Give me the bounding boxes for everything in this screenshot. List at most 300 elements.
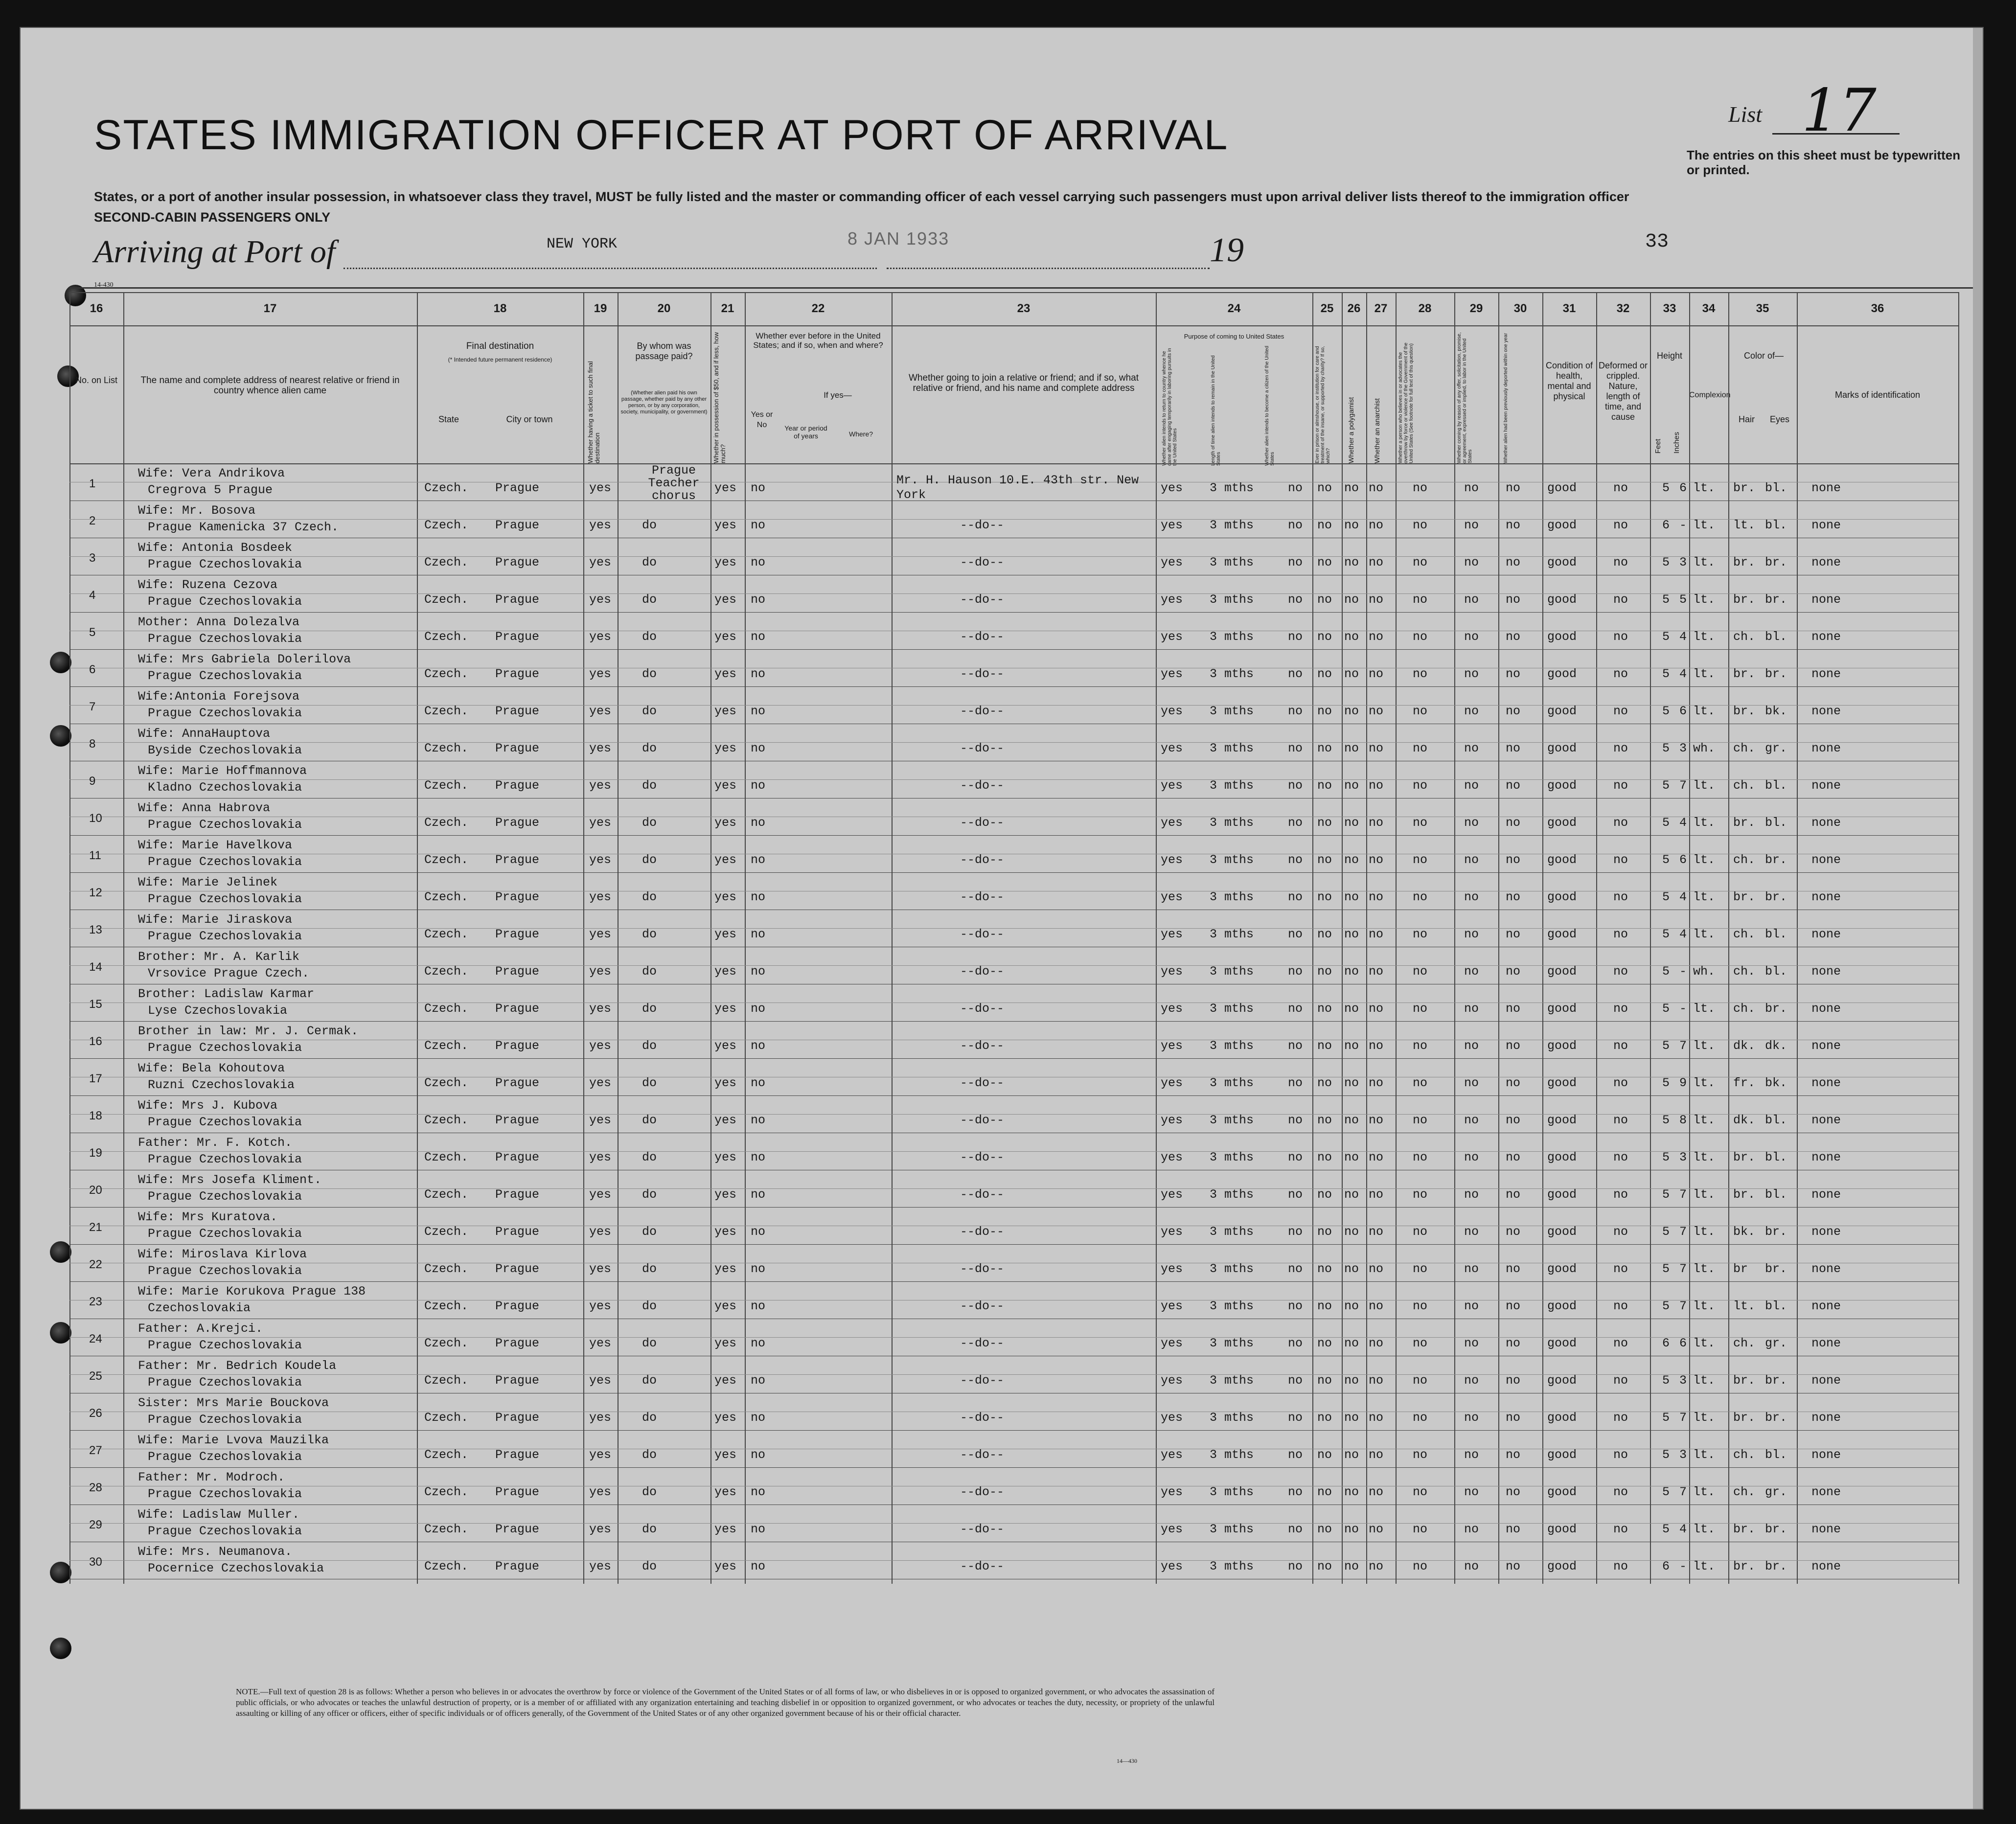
hair-color: bk. (1733, 1225, 1756, 1239)
question-29-value: no (1464, 1373, 1479, 1388)
before-us-value: no (751, 741, 766, 755)
prison-value: no (1317, 1411, 1332, 1425)
relative-address: Prague Czechoslovakia (148, 855, 302, 869)
header-city: City or town (506, 414, 553, 424)
hair-color: br. (1733, 1187, 1756, 1202)
health-value: good (1547, 1262, 1577, 1276)
table-row (69, 1133, 1958, 1171)
question-30-value: no (1506, 1411, 1521, 1425)
passage-paid-by: do (642, 1373, 657, 1388)
destination-city: Prague (495, 1299, 540, 1313)
relative-address: Prague Czechoslovakia (148, 1450, 302, 1464)
health-value: good (1547, 1448, 1577, 1462)
height-inches: - (1679, 1002, 1687, 1016)
health-value: good (1547, 816, 1577, 830)
question-28-value: no (1413, 1262, 1428, 1276)
anarchist-value: no (1369, 1002, 1384, 1016)
row-number: 9 (89, 775, 96, 788)
eye-color: br. (1765, 1225, 1787, 1239)
polygamist-value: no (1344, 1299, 1359, 1313)
relative-name: Brother in law: Mr. J. Cermak. (138, 1024, 359, 1038)
list-underline (1772, 133, 1900, 135)
anarchist-value: no (1369, 1448, 1384, 1462)
question-30-value: no (1506, 1373, 1521, 1388)
before-us-value: no (751, 704, 766, 718)
row-number: 11 (89, 849, 101, 862)
question-28-value: no (1413, 1336, 1428, 1350)
column-number: 19 (594, 302, 607, 315)
destination-state: Czech. (424, 778, 469, 793)
possession-value: yes (714, 964, 737, 979)
question-30-value: no (1506, 741, 1521, 755)
marks-value: none (1811, 1336, 1841, 1350)
destination-state: Czech. (424, 1485, 469, 1499)
joining-relative: --do-- (960, 1336, 1005, 1350)
before-us-value: no (751, 667, 766, 681)
length-of-stay: 3 mths (1210, 1002, 1254, 1016)
relative-name: Wife: Ruzena Cezova (138, 578, 278, 592)
ticket-value: yes (589, 1299, 612, 1313)
destination-state: Czech. (424, 890, 469, 904)
complexion-value: lt. (1693, 1262, 1716, 1276)
before-us-value: no (751, 518, 766, 532)
marks-value: none (1811, 1113, 1841, 1127)
citizen-intent: no (1288, 704, 1303, 718)
relative-name: Wife:Antonia Forejsova (138, 689, 300, 704)
relative-address: Prague Czechoslovakia (148, 1375, 302, 1390)
header-complexion: Complexion (1689, 391, 1731, 399)
citizen-intent: no (1288, 816, 1303, 830)
anarchist-value: no (1369, 1150, 1384, 1164)
polygamist-value: no (1344, 1373, 1359, 1388)
anarchist-value: no (1369, 1559, 1384, 1573)
header-passage-note: (Whether alien paid his own passage, whether paid by any other person, or by any corporation, society, municipality, or government) (620, 390, 708, 415)
header-inches: Inches (1672, 432, 1681, 454)
eye-color: bl. (1765, 1299, 1787, 1313)
destination-city: Prague (495, 1262, 540, 1276)
eye-color: gr. (1765, 741, 1787, 755)
destination-city: Prague (495, 741, 540, 755)
relative-name: Wife: Mrs. Neumanova. (138, 1545, 293, 1559)
possession-value: yes (714, 1559, 737, 1573)
destination-state: Czech. (424, 593, 469, 607)
before-us-value: no (751, 1336, 766, 1350)
relative-name: Wife: Marie Lvova Mauzilka (138, 1433, 329, 1447)
relative-address: Lyse Czechoslovakia (148, 1003, 288, 1018)
relative-name: Wife: Antonia Bosdeek (138, 541, 293, 555)
height-feet: 5 (1662, 593, 1670, 607)
destination-state: Czech. (424, 1299, 469, 1313)
column-number: 16 (90, 302, 103, 315)
return-intent: yes (1161, 927, 1183, 941)
return-intent: yes (1161, 593, 1183, 607)
anarchist-value: no (1369, 1113, 1384, 1127)
question-29-value: no (1464, 1522, 1479, 1536)
header-hair: Hair (1738, 414, 1755, 424)
anarchist-value: no (1369, 853, 1384, 867)
header-health: Condition of health, mental and physical (1545, 361, 1593, 401)
prison-value: no (1317, 1039, 1332, 1053)
relative-name: Wife: Mrs Josefa Kliment. (138, 1173, 322, 1187)
ticket-value: yes (589, 1485, 612, 1499)
passage-paid-by: do (642, 890, 657, 904)
date-fill-line (887, 268, 1210, 269)
hair-color: dk. (1733, 1039, 1756, 1053)
column-number: 27 (1374, 302, 1388, 315)
height-feet: 5 (1662, 1448, 1670, 1462)
row-number: 2 (89, 514, 96, 527)
relative-name: Wife: Vera Andrikova (138, 466, 285, 480)
height-inches: 7 (1679, 1187, 1687, 1202)
return-intent: yes (1161, 555, 1183, 570)
eye-color: bl. (1765, 1448, 1787, 1462)
joining-relative: --do-- (960, 1187, 1005, 1202)
ticket-value: yes (589, 964, 612, 979)
marks-value: none (1811, 816, 1841, 830)
header-possession: Whether in possession of $50, and if less, how much? (712, 332, 727, 463)
relative-name: Wife: Marie Hoffmannova (138, 764, 307, 778)
before-us-value: no (751, 1262, 766, 1276)
destination-city: Prague (495, 1113, 540, 1127)
height-feet: 5 (1662, 481, 1670, 495)
question-29-value: no (1464, 1485, 1479, 1499)
deformed-value: no (1613, 667, 1628, 681)
question-29-value: no (1464, 816, 1479, 830)
length-of-stay: 3 mths (1210, 890, 1254, 904)
question-30-value: no (1506, 667, 1521, 681)
table-row (69, 1170, 1958, 1208)
hair-color: ch. (1733, 778, 1756, 793)
polygamist-value: no (1344, 518, 1359, 532)
return-intent: yes (1161, 1411, 1183, 1425)
marks-value: none (1811, 1299, 1841, 1313)
complexion-value: lt. (1693, 1113, 1716, 1127)
destination-state: Czech. (424, 964, 469, 979)
health-value: good (1547, 1485, 1577, 1499)
row-number: 10 (89, 812, 102, 825)
question-30-value: no (1506, 630, 1521, 644)
complexion-value: lt. (1693, 778, 1716, 793)
complexion-value: lt. (1693, 816, 1716, 830)
prison-value: no (1317, 1448, 1332, 1462)
length-of-stay: 3 mths (1210, 1262, 1254, 1276)
deformed-value: no (1613, 1411, 1628, 1425)
column-number: 20 (657, 302, 671, 315)
column-number: 22 (811, 302, 825, 315)
passage-paid-by: do (642, 704, 657, 718)
relative-name: Wife: Mrs Gabriela Dolerilova (138, 652, 351, 666)
height-inches: 5 (1679, 593, 1687, 607)
joining-relative: --do-- (960, 964, 1005, 979)
anarchist-value: no (1369, 1485, 1384, 1499)
question-29-value: no (1464, 518, 1479, 532)
height-inches: - (1679, 964, 1687, 979)
polygamist-value: no (1344, 890, 1359, 904)
relative-address: Kladno Czechoslovakia (148, 780, 302, 795)
passage-paid-by: do (642, 816, 657, 830)
relative-address: Prague Czechoslovakia (148, 594, 302, 609)
eye-color: bl. (1765, 630, 1787, 644)
marks-value: none (1811, 518, 1841, 532)
destination-city: Prague (495, 816, 540, 830)
question-28-value: no (1413, 667, 1428, 681)
ticket-value: yes (589, 1411, 612, 1425)
passage-paid-by: do (642, 1299, 657, 1313)
citizen-intent: no (1288, 964, 1303, 979)
anarchist-value: no (1369, 555, 1384, 570)
eye-color: br. (1765, 1002, 1787, 1016)
prison-value: no (1317, 1559, 1332, 1573)
table-row (69, 649, 1958, 687)
deformed-value: no (1613, 1076, 1628, 1090)
column-number: 35 (1756, 302, 1769, 315)
passage-paid-by: do (642, 1262, 657, 1276)
height-feet: 5 (1662, 1039, 1670, 1053)
table-row (69, 1505, 1958, 1543)
complexion-value: lt. (1693, 890, 1716, 904)
height-inches: 3 (1679, 555, 1687, 570)
destination-city: Prague (495, 704, 540, 718)
return-intent: yes (1161, 890, 1183, 904)
height-feet: 5 (1662, 1373, 1670, 1388)
ticket-value: yes (589, 518, 612, 532)
question-28-value: no (1413, 593, 1428, 607)
hair-color: lt. (1733, 518, 1756, 532)
eye-color: gr. (1765, 1485, 1787, 1499)
destination-state: Czech. (424, 1225, 469, 1239)
possession-value: yes (714, 890, 737, 904)
row-number: 3 (89, 551, 96, 565)
question-30-value: no (1506, 778, 1521, 793)
marks-value: none (1811, 1262, 1841, 1276)
before-us-value: no (751, 593, 766, 607)
table-row (69, 1207, 1958, 1245)
row-rule (69, 292, 1958, 293)
height-feet: 5 (1662, 1076, 1670, 1090)
header-question-29: Whether coming by reason of any offer, solicitation, promise, or agreement, expressed or implied, to labor in the United States (1457, 332, 1473, 463)
marks-value: none (1811, 1448, 1841, 1462)
table-row (69, 1281, 1958, 1320)
complexion-value: lt. (1693, 1522, 1716, 1536)
relative-name: Mother: Anna Dolezalva (138, 615, 300, 629)
table-row (69, 538, 1958, 576)
question-28-value: no (1413, 555, 1428, 570)
header-final-destination: Final destination (466, 341, 534, 351)
anarchist-value: no (1369, 927, 1384, 941)
height-inches: 4 (1679, 1522, 1687, 1536)
height-inches: 6 (1679, 704, 1687, 718)
polygamist-value: no (1344, 630, 1359, 644)
complexion-value: lt. (1693, 1187, 1716, 1202)
question-28-value: no (1413, 704, 1428, 718)
header-purpose-citizen: Whether alien intends to become a citizen of the United States (1264, 345, 1275, 466)
question-29-value: no (1464, 1262, 1479, 1276)
passage-paid-by: do (642, 741, 657, 755)
marks-value: none (1811, 593, 1841, 607)
passage-paid-by: do (642, 593, 657, 607)
deformed-value: no (1613, 816, 1628, 830)
before-us-value: no (751, 890, 766, 904)
question-28-value: no (1413, 1002, 1428, 1016)
question-28-value: no (1413, 1373, 1428, 1388)
relative-address: Ruzni Czechoslovakia (148, 1078, 295, 1092)
marks-value: none (1811, 1002, 1841, 1016)
polygamist-value: no (1344, 593, 1359, 607)
relative-address: Prague Czechoslovakia (148, 1152, 302, 1166)
passage-paid-by: do (642, 1522, 657, 1536)
hair-color: fr. (1733, 1076, 1756, 1090)
question-29-value: no (1464, 741, 1479, 755)
marks-value: none (1811, 704, 1841, 718)
ticket-value: yes (589, 816, 612, 830)
anarchist-value: no (1369, 816, 1384, 830)
question-28-value: no (1413, 1485, 1428, 1499)
possession-value: yes (714, 927, 737, 941)
header-where: Where? (848, 430, 873, 438)
hair-color: br. (1733, 890, 1756, 904)
hair-color: br. (1733, 704, 1756, 718)
prison-value: no (1317, 1522, 1332, 1536)
prison-value: no (1317, 667, 1332, 681)
destination-state: Czech. (424, 1113, 469, 1127)
row-number: 25 (89, 1369, 102, 1383)
destination-state: Czech. (424, 1336, 469, 1350)
destination-city: Prague (495, 1336, 540, 1350)
height-inches: 3 (1679, 1150, 1687, 1164)
header-eyes: Eyes (1769, 414, 1790, 424)
ticket-value: yes (589, 927, 612, 941)
question-29-value: no (1464, 1559, 1479, 1573)
anarchist-value: no (1369, 1373, 1384, 1388)
return-intent: yes (1161, 853, 1183, 867)
possession-value: yes (714, 1262, 737, 1276)
marks-value: none (1811, 741, 1841, 755)
prison-value: no (1317, 555, 1332, 570)
eye-color: bk. (1765, 704, 1787, 718)
height-feet: 5 (1662, 667, 1670, 681)
deformed-value: no (1613, 1373, 1628, 1388)
prison-value: no (1317, 593, 1332, 607)
citizen-intent: no (1288, 1039, 1303, 1053)
question-30-value: no (1506, 1262, 1521, 1276)
form-number: 14-430 (94, 281, 114, 289)
citizen-intent: no (1288, 555, 1303, 570)
complexion-value: lt. (1693, 555, 1716, 570)
polygamist-value: no (1344, 704, 1359, 718)
length-of-stay: 3 mths (1210, 1411, 1254, 1425)
destination-city: Prague (495, 1002, 540, 1016)
return-intent: yes (1161, 1150, 1183, 1164)
destination-state: Czech. (424, 1187, 469, 1202)
column-number: 32 (1616, 302, 1630, 315)
row-number: 12 (89, 886, 102, 899)
question-29-value: no (1464, 667, 1479, 681)
health-value: good (1547, 890, 1577, 904)
destination-state: Czech. (424, 704, 469, 718)
row-number: 5 (89, 626, 96, 639)
joining-relative: --do-- (960, 1299, 1005, 1313)
prison-value: no (1317, 481, 1332, 495)
destination-state: Czech. (424, 927, 469, 941)
destination-city: Prague (495, 518, 540, 532)
complexion-value: lt. (1693, 927, 1716, 941)
row-number: 7 (89, 700, 96, 713)
deformed-value: no (1613, 778, 1628, 793)
question-28-value: no (1413, 1411, 1428, 1425)
question-28-value: no (1413, 853, 1428, 867)
height-feet: 5 (1662, 1150, 1670, 1164)
anarchist-value: no (1369, 518, 1384, 532)
table-row (69, 1095, 1958, 1134)
polygamist-value: no (1344, 667, 1359, 681)
complexion-value: lt. (1693, 704, 1716, 718)
prison-value: no (1317, 1002, 1332, 1016)
question-29-value: no (1464, 1225, 1479, 1239)
relative-name: Father: Mr. Modroch. (138, 1470, 285, 1484)
hair-color: ch. (1733, 927, 1756, 941)
joining-relative: --do-- (960, 518, 1005, 532)
ticket-value: yes (589, 481, 612, 495)
polygamist-value: no (1344, 1262, 1359, 1276)
return-intent: yes (1161, 1076, 1183, 1090)
before-us-value: no (751, 1411, 766, 1425)
relative-address: Prague Czechoslovakia (148, 892, 302, 906)
citizen-intent: no (1288, 890, 1303, 904)
height-feet: 6 (1662, 518, 1670, 532)
header-anarchist: Whether an anarchist (1373, 398, 1381, 463)
health-value: good (1547, 1076, 1577, 1090)
height-inches: 7 (1679, 778, 1687, 793)
polygamist-value: no (1344, 1076, 1359, 1090)
deformed-value: no (1613, 1336, 1628, 1350)
relative-address: Prague Czechoslovakia (148, 1487, 302, 1501)
destination-city: Prague (495, 1076, 540, 1090)
height-feet: 5 (1662, 1262, 1670, 1276)
complexion-value: lt. (1693, 1373, 1716, 1388)
before-us-value: no (751, 1002, 766, 1016)
relative-name: Brother: Mr. A. Karlik (138, 950, 300, 964)
length-of-stay: 3 mths (1210, 1299, 1254, 1313)
table-row (69, 835, 1958, 873)
citizen-intent: no (1288, 1113, 1303, 1127)
health-value: good (1547, 1522, 1577, 1536)
row-number: 29 (89, 1518, 102, 1531)
before-us-value: no (751, 1076, 766, 1090)
complexion-value: lt. (1693, 1448, 1716, 1462)
hair-color: ch. (1733, 853, 1756, 867)
eye-color: bl. (1765, 778, 1787, 793)
health-value: good (1547, 704, 1577, 718)
joining-relative: --do-- (960, 667, 1005, 681)
question-28-value: no (1413, 1522, 1428, 1536)
marks-value: none (1811, 1522, 1841, 1536)
hair-color: ch. (1733, 1448, 1756, 1462)
question-30-value: no (1506, 1113, 1521, 1127)
health-value: good (1547, 1002, 1577, 1016)
relative-address: Prague Czechoslovakia (148, 1041, 302, 1055)
eye-color: br. (1765, 1262, 1787, 1276)
row-number: 30 (89, 1555, 102, 1569)
possession-value: yes (714, 1448, 737, 1462)
possession-value: yes (714, 778, 737, 793)
destination-state: Czech. (424, 1002, 469, 1016)
destination-city: Prague (495, 964, 540, 979)
prison-value: no (1317, 1336, 1332, 1350)
return-intent: yes (1161, 1299, 1183, 1313)
punch-hole (50, 1562, 71, 1583)
height-inches: 6 (1679, 481, 1687, 495)
marks-value: none (1811, 1559, 1841, 1573)
